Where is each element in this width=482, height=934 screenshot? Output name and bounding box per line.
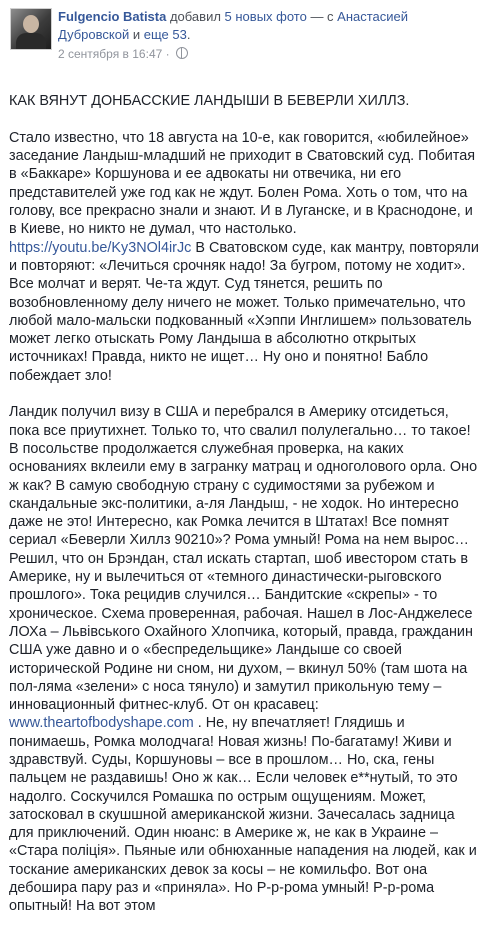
- post-timestamp-link[interactable]: 2 сентября в 16:47: [58, 47, 163, 61]
- post-title: КАК ВЯНУТ ДОНБАССКИЕ ЛАНДЫШИ В БЕВЕРЛИ ХИЛЛЗ.: [9, 93, 410, 110]
- tagged-others-link[interactable]: еще 53: [143, 27, 187, 42]
- globe-icon[interactable]: [176, 47, 188, 59]
- paragraph-1-text-a: Стало известно, что 18 августа на 10-е, как говорится, «юбилейное» заседание Ландыш-младший не приходит в Сватовский суд. Побитая в «Баккаре» Коршунова и ее адвокаты ни отвечика, ни его представителей уже год как не ждут. Болен Рома. Хоть о том, что на голову, все прекрасно знали и знают. И в Луганске, и в Краснодоне, и в Киеве, но никто не думал, что настолько.: [9, 129, 476, 238]
- author-avatar[interactable]: [10, 8, 52, 50]
- paragraph-1-text-b: В Сватовском суде, как мантру, повторяли и повторяют: «Лечиться срочняк надо! За бугром, потому не ходит». Все молчат и верят. Че-та ждут. Суд тянется, решить по возобновленному делу ничего не может. Только примечательно, что любой мало-мальски подкованный «Хэппи Инглишем» пользователь может легко отыскать Рому Ландыша в абсолютно открытых источниках! Правда, никто не ищет… Ну оно и понятно! Бабло побеждает зло!: [9, 239, 479, 384]
- with-text: — с: [306, 9, 338, 24]
- post-body: [9, 74, 481, 934]
- paragraph-2-text-a: Ландик получил визу в США и перебрался в Америку отсидеться, пока все приутихнет. Только то, что свалил полулегально… то такое! В посольстве продолжается служебная проверка, на каких основаниях вклеили ему в загранку матрац и одноголового орла. Оно ж как? В самую свободную страну с судимостями за рубежом и скандальные экс-политики, а-ля Ландыш, - не ходок. Но интересно даже не это! Интересно, как Ромка лечится в Штатах! Все помнят сериал «Беверли Хиллз 90210»? Рома умный! Рома на нем вырос… Решил, что он Брэндан, стал искать стартап, шоб ивестором стать в Америке, ну и вылечиться от «темного династически-рыговского прошлого». Тока рецидив случился… Бандитские «скрепы» - то хроническое. Схема проверенная, рабочая. Нашел в Лос-Анджелесе ЛОХа – Львівського Охайного Хлопчика, который, правда, гражданин США уже давно и о «беспредельщике» Ландыше со своей исторической Родине ни сном, ни духом, – вкинул 50% (там шота на пол-ляма «зелени» с носа тянуло) и замутил прикольную тему – инновационный фитнес-клуб. От он красавец:: [9, 404, 478, 714]
- website-link[interactable]: www.theartofbodyshape.com: [9, 715, 194, 732]
- and-text: и: [129, 27, 144, 42]
- paragraph-2-text-b: . Не, ну впечатляет! Глядишь и понимаешь, Ромка молодчага! Новая жизнь! По-багатаму! Живи и здравствуй. Суды, Коршуновы – все в прошлом… Но, ска, гены пальцем не раздавишь! Оно ж как… Если человек е**нутый, то это надолго. Соскучился Ромашка по острым ощущениям. Может, затосковал в скушшной американской жизни. Зачесалась задница для приключений. Один нюанс: в Америке ж, не как в Украине – «Стара поліція». Пьяные или обнюханные нападения на людей, как и тоскание американских девок за косы – не комильфо. Вот она дебошира пару раз и «приняла». Но Р-р-рома умный! Р-р-рома опытный! На вот этом: [9, 715, 477, 915]
- post-header: [0, 0, 482, 70]
- author-name-link[interactable]: Fulgencio Batista: [58, 9, 167, 24]
- avatar-head: [23, 15, 39, 33]
- action-prefix: добавил: [166, 9, 225, 24]
- meta-separator: ·: [162, 47, 173, 61]
- youtube-link[interactable]: https://youtu.be/Ky3NOl4irJc: [9, 239, 192, 256]
- avatar-torso: [16, 33, 46, 50]
- post-header-text: [58, 8, 473, 44]
- header-end-punct: .: [186, 27, 191, 42]
- paragraph-2: [9, 403, 481, 915]
- paragraph-1: [9, 129, 481, 385]
- tagged-person-link[interactable]: Анастасией Дубровской: [58, 9, 409, 42]
- new-photos-link[interactable]: 5 новых фото: [224, 9, 307, 24]
- post-meta: [58, 47, 188, 61]
